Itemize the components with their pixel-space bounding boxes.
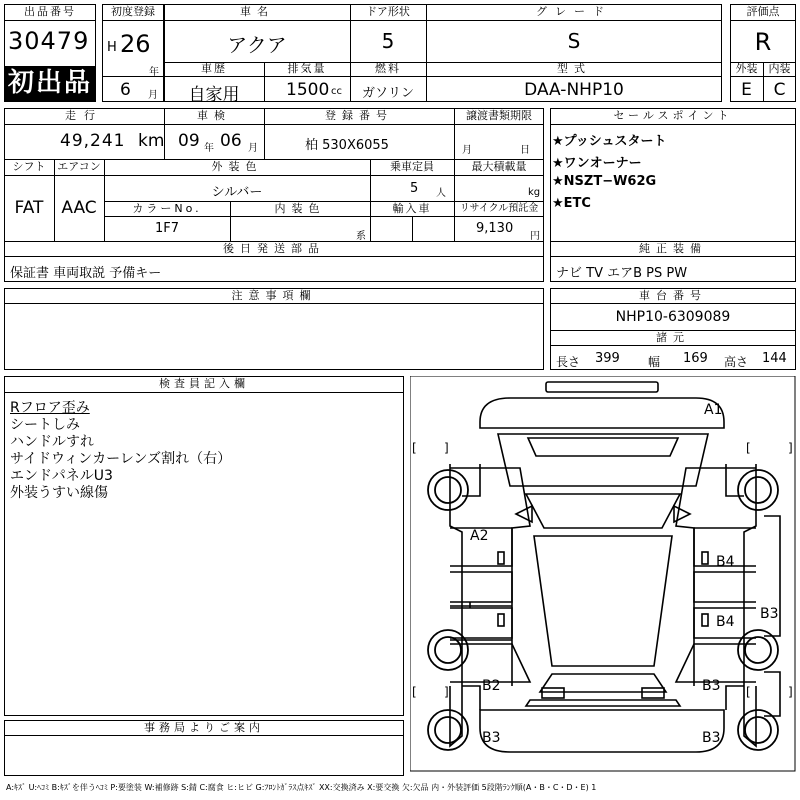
capacity-label: 乗車定員 (390, 160, 434, 173)
score: R (754, 28, 772, 56)
damage-mark-rear-right: B3 (702, 730, 721, 746)
svg-text:[: [ (746, 441, 751, 455)
transfer-day-unit: 日 (520, 145, 530, 156)
svg-text:[: [ (746, 685, 751, 699)
sales-point-4: ★ETC (552, 196, 591, 211)
reg-month: 6 (120, 80, 131, 100)
exterior-grade: E (741, 80, 752, 100)
capacity-unit: 人 (436, 188, 446, 199)
damage-mark-front: A1 (704, 402, 723, 418)
svg-text:]: ] (788, 441, 793, 455)
lot-number: 30479 (8, 27, 90, 55)
model-label: 型式 (557, 62, 591, 75)
sales-points-label: セールスポイント (613, 109, 733, 122)
inspection-label: 車検 (197, 109, 231, 122)
recycle-unit: 円 (530, 231, 540, 242)
exterior-label: 外装 (735, 62, 758, 75)
equipment: ナビ TV エアB PS PW (556, 266, 688, 281)
interior-color-label: 内装色 (274, 202, 326, 215)
interior-color-unit: 系 (356, 231, 366, 242)
inspection-month-unit: 月 (248, 143, 258, 154)
svg-text:]: ] (444, 685, 449, 699)
inspection-year-unit: 年 (204, 143, 214, 154)
chassis-label: 車台番号 (639, 289, 707, 302)
mileage-label: 走行 (65, 109, 103, 122)
office-label: 事務局よりご案内 (144, 721, 264, 734)
chassis-number: NHP10-6309089 (615, 309, 731, 325)
inspector-line-6: 外装うすい線傷 (10, 485, 108, 501)
mileage-value: 49,241 (60, 131, 126, 151)
length: 399 (595, 351, 620, 366)
history: 自家用 (188, 85, 240, 105)
damage-mark-left-rear: B2 (482, 678, 501, 694)
displacement-label: 排気量 (287, 62, 327, 75)
damage-mark-right-rear-fender: B3 (760, 606, 779, 622)
import-label: 輸入車 (392, 202, 432, 215)
inspector-label: 検査員記入欄 (159, 377, 249, 390)
displacement-unit: cc (331, 86, 342, 97)
first-listing-badge: 初出品 (5, 66, 95, 101)
inspector-line-1: Rフロア歪み (10, 400, 90, 416)
history-label: 車歴 (201, 62, 227, 75)
year-unit: 年 (149, 67, 159, 78)
inspector-line-3: ハンドルすれ (10, 434, 94, 450)
ac-label: エアコン (57, 160, 101, 173)
inspector-line-2: シートしみ (10, 417, 80, 433)
svg-text:[: [ (412, 685, 417, 699)
sales-point-3: ★NSZT−W62G (552, 174, 657, 189)
grade: S (567, 29, 581, 53)
load-unit: kg (528, 187, 541, 198)
svg-text:[: [ (412, 441, 417, 455)
later-parts: 保証書 車両取説 予備キー (10, 266, 162, 281)
later-parts-label: 後日発送部品 (223, 242, 325, 255)
grade-label: グレード (536, 5, 612, 18)
sales-point-2: ★ワンオーナー (552, 156, 642, 171)
car-name: アクア (227, 33, 287, 57)
inspector-line-5: エンドパネルU3 (10, 468, 113, 484)
load-label: 最大積載量 (471, 160, 527, 173)
displacement: 1500 (286, 80, 330, 100)
color-label: 外装色 (211, 160, 263, 173)
reg-number: 柏 530X6055 (305, 138, 389, 153)
color: シルバー (211, 185, 263, 200)
mileage-unit: km (138, 131, 165, 151)
first-reg-label: 初度登録 (111, 5, 155, 18)
damage-mark-right-rear-door: B4 (716, 614, 735, 630)
interior-grade: C (773, 80, 786, 100)
interior-label: 内装 (768, 62, 791, 75)
shift: FAT (14, 198, 44, 218)
dims-label: 諸元 (656, 331, 690, 344)
damage-mark-rear-left: B3 (482, 730, 501, 746)
fuel-label: 燃料 (375, 62, 401, 75)
width: 169 (683, 351, 708, 366)
legend: A:ｷｽﾞ U:ﾍｺﾐ B:ｷｽﾞを伴うﾍｺﾐ P:要塗装 W:補修跡 S:錆 C:腐食 ヒ:ヒビ G:ﾌﾛﾝﾄｶﾞﾗｽ点ｷｽﾞ XX:交換済み X:要交換 欠:欠品 内・外装評価 5段階ﾗﾝｸ順(A・B・C・D・E) 1 (6, 783, 597, 792)
equipment-label: 純正装備 (639, 242, 707, 255)
width-label: 幅 (648, 355, 661, 369)
doors: 5 (381, 29, 395, 53)
color-no: 1F7 (154, 221, 180, 236)
height-label: 高さ (724, 355, 749, 369)
transfer-month-unit: 月 (462, 145, 472, 156)
height: 144 (762, 351, 787, 366)
inspector-line-4: サイドウィンカーレンズ割れ（右） (10, 451, 232, 467)
length-label: 長さ (556, 355, 581, 369)
car-name-label: 車名 (240, 5, 274, 18)
reg-year: 26 (120, 30, 151, 58)
svg-text:]: ] (444, 441, 449, 455)
svg-text:]: ] (788, 685, 793, 699)
recycle-value: 9,130 (476, 221, 514, 236)
inspection-year: 09 (178, 131, 200, 151)
sales-point-1: ★プッシュスタート (552, 134, 667, 149)
shift-label: シフト (12, 160, 46, 173)
model: DAA-NHP10 (524, 80, 624, 100)
recycle-label: リサイクル預託金 (459, 203, 539, 214)
transfer-label: 譲渡書類期限 (466, 109, 532, 122)
color-no-label: カラーNo. (132, 202, 202, 215)
damage-mark-left-front-door: A2 (470, 528, 489, 544)
door-label: ドア形状 (366, 5, 410, 18)
notes-label: 注意事項欄 (231, 289, 317, 302)
era: H (107, 40, 117, 55)
score-label: 評価点 (746, 5, 780, 18)
month-unit: 月 (148, 90, 158, 101)
inspection-month: 06 (220, 131, 242, 151)
reg-number-label: 登録番号 (325, 109, 393, 122)
fuel: ガソリン (361, 86, 414, 101)
capacity: 5 (410, 181, 419, 196)
damage-mark-right-rear: B3 (702, 678, 721, 694)
car-damage-diagram (410, 376, 796, 772)
lot-number-label: 出品番号 (24, 5, 76, 18)
ac: AAC (61, 198, 97, 218)
damage-mark-right-front-door: B4 (716, 554, 735, 570)
